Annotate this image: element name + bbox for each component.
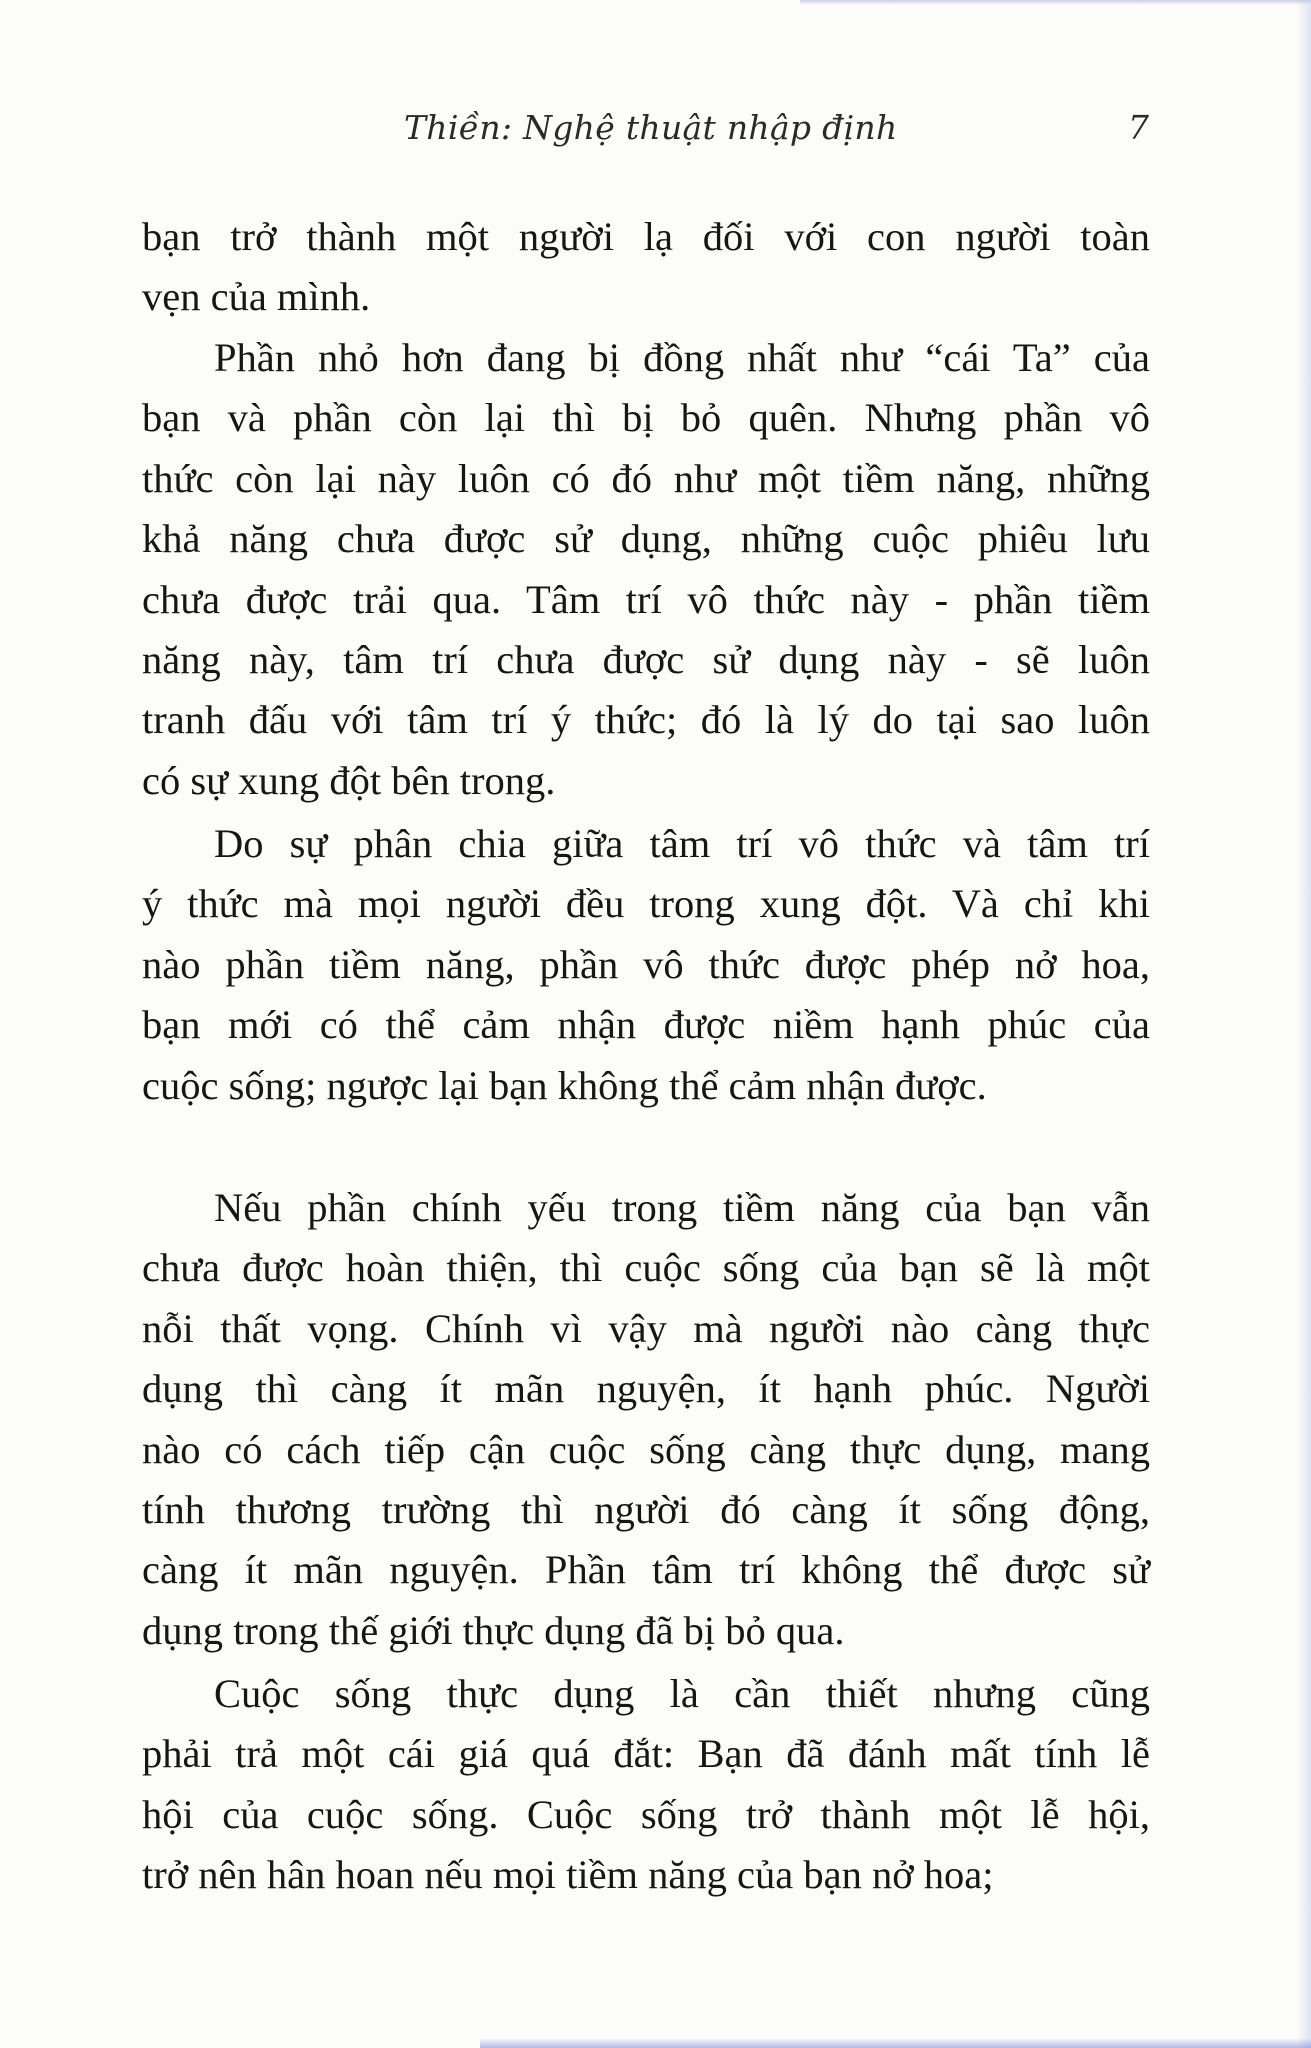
text-line: Cuộc sống thực dụng là cần thiết nhưng cũng: [214, 1671, 1150, 1716]
text-line: trở nên hân hoan nếu mọi tiềm năng của bạn nở hoa;: [142, 1852, 994, 1898]
text-line: có sự xung đột bên trong.: [142, 757, 556, 803]
text-line: ý thức mà mọi người đều trong xung đột. Và chỉ khi: [142, 881, 1150, 927]
text-line: khả năng chưa được sử dụng, những cuộc phiêu lưu: [142, 516, 1150, 562]
page-number: 7: [1128, 108, 1149, 147]
paragraph: [142, 1178, 1150, 1661]
text-line: bạn và phần còn lại thì bị bỏ quên. Nhưng phần vô: [142, 395, 1150, 441]
text-line: thức còn lại này luôn có đó như một tiềm năng, những: [142, 455, 1150, 501]
text-line: nỗi thất vọng. Chính vì vậy mà người nào càng thực: [142, 1305, 1150, 1351]
text-line: tranh đấu với tâm trí ý thức; đó là lý do tại sao luôn: [142, 697, 1150, 743]
paragraph: [142, 814, 1150, 1116]
text-line: nào phần tiềm năng, phần vô thức được phép nở hoa,: [142, 941, 1150, 987]
running-title: Thiền: Nghệ thuật nhập định: [404, 108, 898, 147]
scan-edge-top: [800, 0, 1311, 5]
text-line: bạn trở thành một người lạ đối với con người toàn: [142, 214, 1150, 259]
text-line: dụng trong thế giới thực dụng đã bị bỏ qua.: [142, 1607, 845, 1653]
text-line: cuộc sống; ngược lại bạn không thể cảm nhận được.: [142, 1062, 987, 1108]
text-line: chưa được trải qua. Tâm trí vô thức này - phần tiềm: [142, 576, 1150, 622]
text-line: năng này, tâm trí chưa được sử dụng này - sẽ luôn: [142, 636, 1150, 682]
paragraph: [142, 207, 1150, 328]
paragraph: [142, 328, 1150, 811]
scan-edge-right: [1297, 0, 1311, 2048]
text-line: bạn mới có thể cảm nhận được niềm hạnh phúc của: [142, 1002, 1150, 1048]
text-line: hội của cuộc sống. Cuộc sống trở thành một lễ hội,: [142, 1791, 1150, 1837]
scan-edge-bottom: [480, 2038, 1311, 2048]
text-line: Nếu phần chính yếu trong tiềm năng của bạn vẫn: [214, 1185, 1150, 1230]
text-line: phải trả một cái giá quá đắt: Bạn đã đánh mất tính lễ: [142, 1731, 1150, 1777]
text-line: Phần nhỏ hơn đang bị đồng nhất như “cái Ta” của: [214, 335, 1150, 380]
text-line: chưa được hoàn thiện, thì cuộc sống của bạn sẽ là một: [142, 1245, 1150, 1291]
text-line: Do sự phân chia giữa tâm trí vô thức và tâm trí: [214, 821, 1150, 866]
paragraph: [142, 1664, 1150, 1906]
text-line: vẹn của mình.: [142, 274, 371, 320]
text-line: nào có cách tiếp cận cuộc sống càng thực dụng, mang: [142, 1426, 1150, 1472]
text-line: dụng thì càng ít mãn nguyện, ít hạnh phúc. Người: [142, 1366, 1150, 1412]
text-line: càng ít mãn nguyện. Phần tâm trí không thể được sử: [142, 1547, 1150, 1593]
text-line: tính thương trường thì người đó càng ít sống động,: [142, 1486, 1150, 1532]
